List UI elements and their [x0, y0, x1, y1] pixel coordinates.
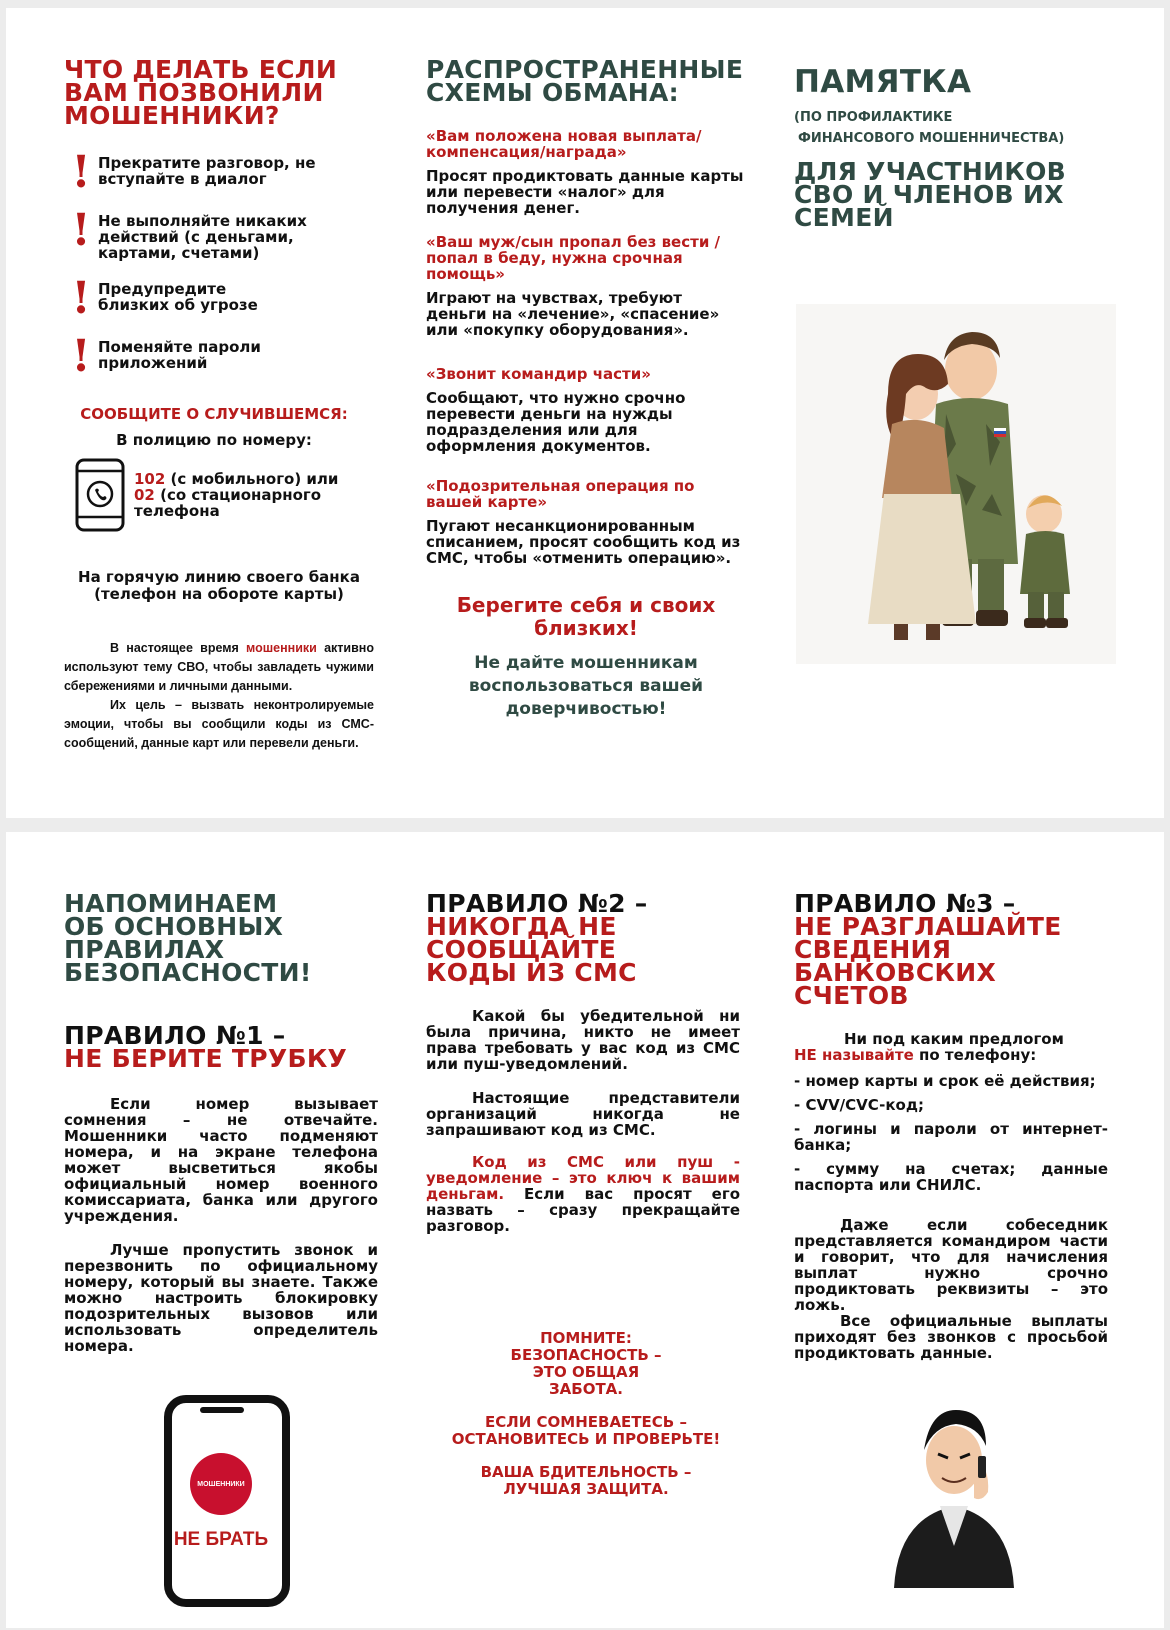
scammer-illustration	[874, 1398, 1034, 1588]
panel-what-to-do	[64, 55, 384, 753]
rule-label: ПРАВИЛО №1 –	[64, 1021, 286, 1050]
panel-rule-2	[426, 889, 746, 1498]
exclamation-icon: !	[71, 331, 91, 382]
family-illustration	[796, 304, 1116, 664]
panel-cover	[794, 64, 1134, 232]
panel-rule-1	[64, 889, 384, 1355]
scammers-badge: МОШЕННИКИ	[190, 1453, 252, 1515]
rule-text: НЕ БЕРИТЕ ТРУБКУ	[64, 1044, 348, 1073]
exclamation-icon: !	[71, 147, 91, 198]
rule-text: НЕ РАЗГЛАШАЙТЕ СВЕДЕНИЯ БАНКОВСКИХ СЧЕТОВ	[794, 912, 1062, 1010]
rule-label: ПРАВИЛО №3 –	[794, 889, 1016, 918]
scheme-title: «Звонит командир части»	[426, 365, 651, 383]
rule-3-paragraph-1: Даже если собеседник представляется командиром части и говорит, что для начисления выплат нужно срочно продиктовать реквизиты – это ложь.	[794, 1216, 1108, 1314]
panel-schemes	[426, 55, 746, 721]
leaflet-outer-side	[6, 8, 1164, 818]
exclamation-icon: !	[71, 205, 91, 256]
scheme-text: Сообщают, что нужно срочно перевести деньги на нужды подразделения или для оформления документов.	[426, 389, 686, 455]
rule-3-paragraph-2: Все официальные выплаты приходят без звонков с просьбой продиктовать данные.	[794, 1312, 1108, 1362]
phone-caption: НЕ БРАТЬ	[173, 1529, 269, 1550]
do-not-answer-phone	[164, 1395, 290, 1607]
leaflet-inner-side	[6, 832, 1164, 1628]
rule-1-paragraph-2: Лучше пропустить звонок и перезвонить по официальному номеру, который вы знаете. Также можно настроить блокировку подозрительных вызовов или использовать определитель номера.	[64, 1241, 378, 1355]
phone-call-icon	[74, 457, 126, 533]
phone-speaker	[200, 1407, 244, 1413]
scheme-text: Пугают несанкционированным списанием, просят сообщить код из СМС, чтобы «отменить операцию».	[426, 517, 741, 567]
list-item: - CVV/CVC-код;	[794, 1096, 924, 1114]
step-item: ! Предупредите близких об угрозе	[64, 279, 384, 319]
remember-2: ЕСЛИ СОМНЕВАЕТЕСЬ – ОСТАНОВИТЕСЬ И ПРОВЕРЬТЕ!	[451, 1413, 721, 1448]
scheme-title: «Подозрительная операция по вашей карте»	[426, 477, 695, 511]
step-item: ! Поменяйте пароли приложений	[64, 337, 384, 377]
schemes-list	[426, 128, 746, 566]
exclamation-icon: !	[71, 273, 91, 324]
remember-1: ПОМНИТЕ: БЕЗОПАСНОСТЬ – ЭТО ОБЩАЯ ЗАБОТА.	[510, 1329, 662, 1398]
list-item: - номер карты и срок её действия;	[794, 1072, 1096, 1090]
forbidden-data-list	[794, 1073, 1108, 1193]
rule-3-intro: Ни под каким предлогом НЕ называйте по телефону:	[794, 1030, 1064, 1064]
step-item: ! Не выполняйте никаких действий (с деньгами, картами, счетами)	[64, 211, 384, 261]
step-item: ! Прекратите разговор, не вступайте в диалог	[64, 153, 384, 193]
memo-title: ПАМЯТКА	[794, 64, 972, 100]
memo-subtitle-1: (ПО ПРОФИЛАКТИКЕ	[794, 110, 953, 125]
reminder-title: НАПОМИНАЕМ ОБ ОСНОВНЫХ ПРАВИЛАХ БЕЗОПАСНОСТИ!	[64, 889, 312, 987]
phone-numbers-text: 102 (с мобильного) или 02 (со стационарного телефона	[134, 470, 339, 520]
panel-title: РАСПРОСТРАНЕННЫЕ СХЕМЫ ОБМАНА:	[426, 55, 744, 107]
list-item: - логины и пароли от интернет-банка;	[794, 1120, 1108, 1154]
scheme-text: Просят продиктовать данные карты или перевести «налог» для получения денег.	[426, 167, 744, 217]
rule-label: ПРАВИЛО №2 –	[426, 889, 648, 918]
care-slogan: Берегите себя и своих близких!	[456, 593, 716, 640]
scheme-title: «Ваш муж/сын пропал без вести / попал в беду, нужна срочная помощь»	[426, 233, 721, 283]
steps-list	[64, 147, 384, 382]
memo-subtitle-2: ФИНАНСОВОГО МОШЕННИЧЕСТВА)	[798, 131, 1065, 146]
scheme-text: Играют на чувствах, требуют деньги на «лечение», «спасение» или «покупку оборудования».	[426, 289, 720, 339]
trust-slogan: Не дайте мошенникам воспользоваться вашей доверчивостью!	[468, 653, 704, 719]
remember-3: ВАША БДИТЕЛЬНОСТЬ – ЛУЧШАЯ ЗАЩИТА.	[480, 1463, 692, 1498]
rule-2-paragraph-1: Какой бы убедительной ни была причина, никто не имеет права требовать у вас код из СМС или пуш-уведомлений.	[426, 1007, 740, 1073]
memo-audience: ДЛЯ УЧАСТНИКОВ СВО И ЧЛЕНОВ ИХ СЕМЕЙ	[794, 157, 1066, 232]
hotline-text: На горячую линию своего банка (телефон на обороте карты)	[78, 568, 360, 603]
fraud-goal-note: Их цель – вызвать неконтролируемые эмоции, чтобы вы сообщили коды из СМС-сообщений, данные карт или перевели деньги.	[64, 698, 374, 750]
scheme-title: «Вам положена новая выплата/компенсация/награда»	[426, 127, 702, 161]
panel-rule-3	[794, 889, 1124, 1362]
fraud-note: В настоящее время мошенники активно используют тему СВО, чтобы завладеть чужими сбережениями и личными данными.	[64, 641, 374, 693]
report-title: СООБЩИТЕ О СЛУЧИВШЕМСЯ:	[80, 405, 348, 423]
rule-1-paragraph-1: Если номер вызывает сомнения – не отвечайте. Мошенники часто подменяют номера, и на экране телефона может высветиться якобы официальный номер военного комиссариата, банка или другого учреждения.	[64, 1095, 378, 1225]
panel-title: ЧТО ДЕЛАТЬ ЕСЛИ ВАМ ПОЗВОНИЛИ МОШЕННИКИ?	[64, 55, 338, 130]
rule-2-paragraph-2: Настоящие представители организаций никогда не запрашивают код из СМС.	[426, 1089, 740, 1139]
rule-text: НИКОГДА НЕ СООБЩАЙТЕ КОДЫ ИЗ СМС	[426, 912, 637, 987]
rule-2-paragraph-3: Код из СМС или пуш - уведомление – это ключ к вашим деньгам. Если вас просят его назвать – сразу прекращайте разговор.	[426, 1153, 740, 1235]
police-label: В полицию по номеру:	[116, 431, 312, 449]
police-phones	[64, 457, 384, 533]
list-item: - сумму на счетах; данные паспорта или СНИЛС.	[794, 1160, 1108, 1194]
